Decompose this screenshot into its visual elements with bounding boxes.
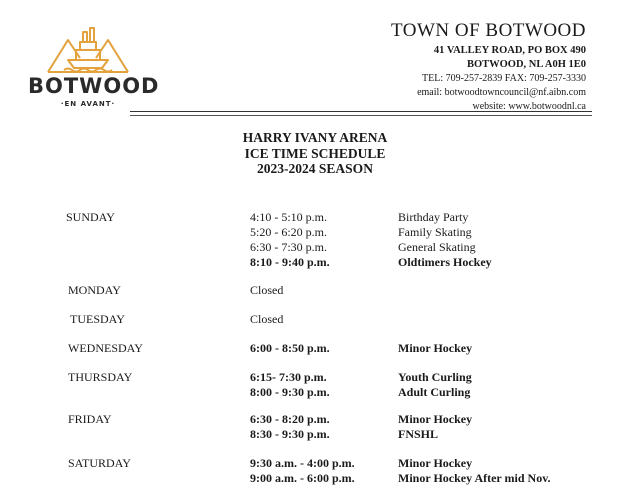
email-address: email: botwoodtowncouncil@nf.aibn.com [417,86,586,98]
arena-name: HARRY IVANY ARENA [242,130,388,145]
time-slot: 5:20 - 6:20 p.m. [250,225,327,239]
ship-logo-icon [46,22,130,74]
day-label: WEDNESDAY [68,341,143,355]
day-label: TUESDAY [70,312,125,326]
time-slot: 6:30 - 8:20 p.m. [250,412,330,426]
activity-column [398,370,472,400]
time-slot: 6:30 - 7:30 p.m. [250,240,327,254]
time-slot: 8:10 - 9:40 p.m. [250,255,330,269]
website-address: website: www.botwoodnl.ca [472,100,586,112]
address-line-1: 41 VALLEY ROAD, PO BOX 490 [433,44,586,56]
time-slot: Closed [250,312,284,326]
day-label: THURSDAY [68,370,133,384]
activity-name: Birthday Party [398,210,469,224]
time-column [250,210,330,270]
activity-name: Family Skating [398,225,472,239]
activity-name: Oldtimers Hockey [398,255,492,269]
day-label: FRIDAY [68,412,112,426]
town-header [391,20,586,114]
time-slot: 8:00 - 9:30 p.m. [250,385,330,399]
town-logo [28,22,160,112]
activity-column [398,312,401,327]
time-slot: 9:00 a.m. - 6:00 p.m. [250,471,355,485]
activity-column [398,341,472,356]
time-column [250,412,330,442]
activity-name [398,283,401,298]
time-column [250,341,330,356]
document-title [0,130,630,177]
address-line-2: BOTWOOD, NL A0H 1E0 [466,58,586,70]
time-column [250,370,330,400]
time-slot: 6:15- 7:30 p.m. [250,370,327,384]
activity-column [398,210,492,270]
activity-name: Minor Hockey After mid Nov. [398,471,551,485]
town-name: TOWN OF BOTWOOD [390,20,586,41]
time-column [250,283,283,298]
day-label: SATURDAY [68,456,131,470]
phone-fax: TEL: 709-257-2839 FAX: 709-257-3330 [422,72,586,84]
logo-wordmark: BOTWOOD [28,74,160,98]
time-slot: Closed [250,283,284,297]
logo-motto: ·EN AVANT· [60,100,116,108]
activity-name [398,312,401,327]
time-column [250,456,355,486]
time-slot: 6:00 - 8:50 p.m. [250,341,330,355]
activity-column [398,456,551,486]
activity-name: Youth Curling [398,370,472,384]
activity-name: FNSHL [398,427,439,441]
activity-name: General Skating [398,240,476,254]
season-heading: 2023-2024 SEASON [257,161,373,176]
time-slot: 4:10 - 5:10 p.m. [250,210,327,224]
schedule-heading: ICE TIME SCHEDULE [244,145,386,161]
header-divider [130,111,592,112]
header-divider-thin [130,115,592,116]
activity-column [398,283,401,298]
time-slot: 8:30 - 9:30 p.m. [250,427,330,441]
activity-name: Minor Hockey [398,412,473,426]
activity-name: Adult Curling [398,385,471,399]
day-label: SUNDAY [66,210,115,224]
activity-name: Minor Hockey [398,456,473,470]
time-column [250,312,283,327]
activity-name: Minor Hockey [398,341,473,355]
activity-column [398,412,472,442]
time-slot: 9:30 a.m. - 4:00 p.m. [250,456,355,470]
day-label: MONDAY [68,283,121,297]
